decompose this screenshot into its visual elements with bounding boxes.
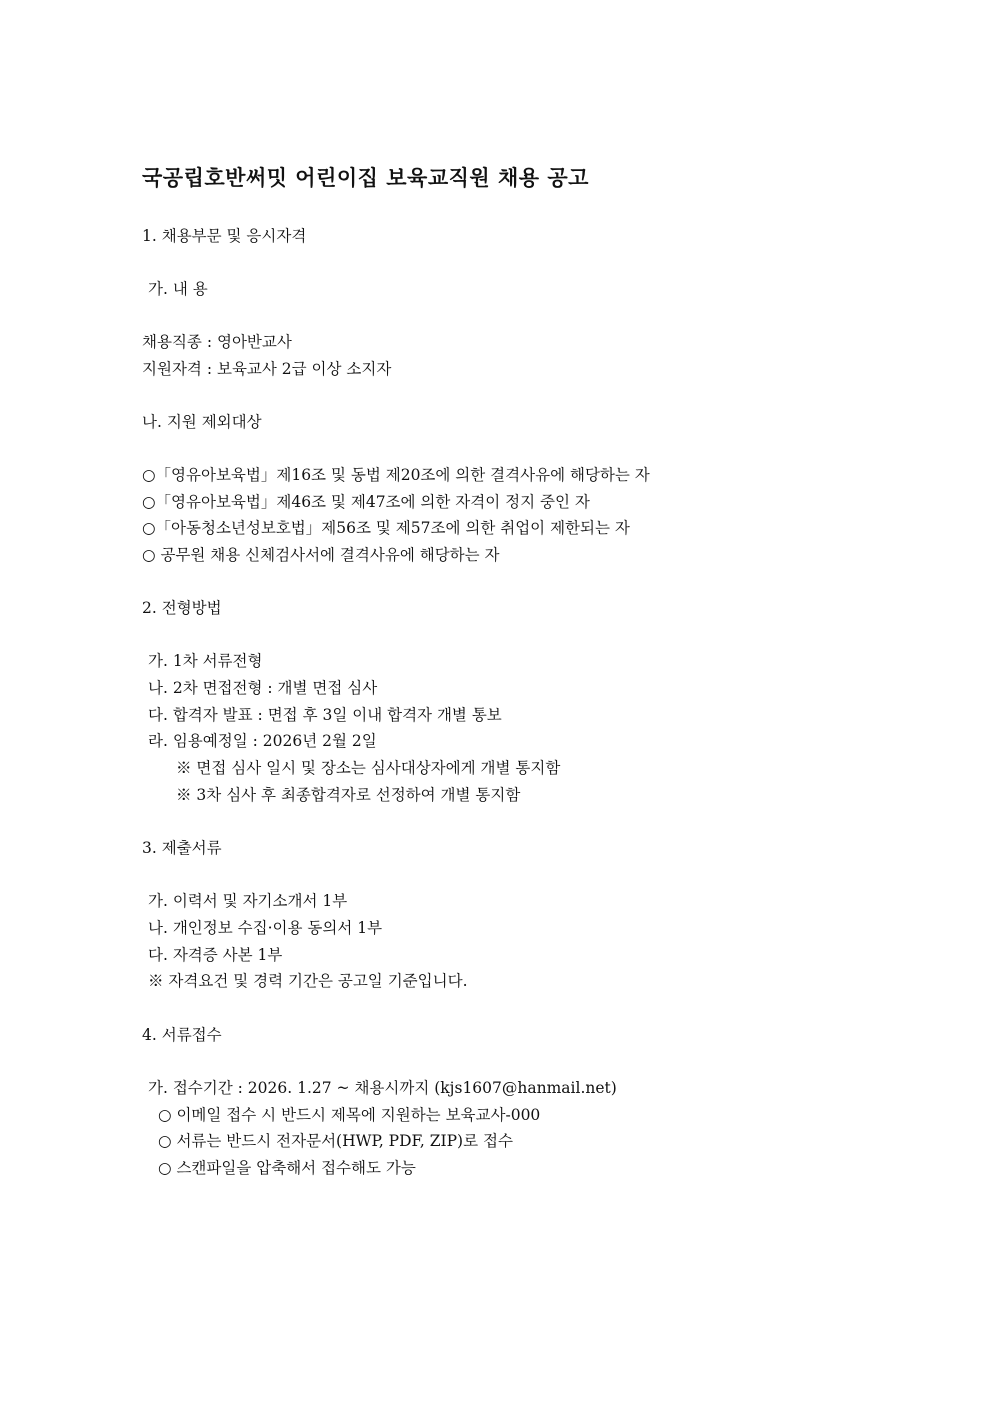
section-2-heading: 2. 전형방법 <box>142 599 222 617</box>
job-type-line: 채용직종 : 영아반교사 <box>142 333 292 351</box>
section-1-sub-b: 나. 지원 제외대상 <box>142 413 262 431</box>
required-document: 나. 개인정보 수집·이용 동의서 1부 <box>148 919 383 937</box>
documents-note: ※ 자격요건 및 경력 기간은 공고일 기준입니다. <box>148 972 468 990</box>
required-document: 가. 이력서 및 자기소개서 1부 <box>148 892 348 910</box>
selection-step: 가. 1차 서류전형 <box>148 652 263 670</box>
exclusion-item: ○「아동청소년성보호법」제56조 및 제57조에 의한 취업이 제한되는 자 <box>142 519 630 537</box>
selection-note: ※ 3차 심사 후 최종합격자로 선정하여 개별 통지함 <box>176 786 521 804</box>
section-4-heading: 4. 서류접수 <box>142 1026 222 1044</box>
application-item: ○ 스캔파일을 압축해서 접수해도 가능 <box>158 1159 416 1177</box>
selection-step: 다. 합격자 발표 : 면접 후 3일 이내 합격자 개별 통보 <box>148 706 502 724</box>
application-item: ○ 이메일 접수 시 반드시 제목에 지원하는 보육교사-000 <box>158 1106 541 1124</box>
qualification-line: 지원자격 : 보육교사 2급 이상 소지자 <box>142 360 392 378</box>
page-title: 국공립호반써밋 어린이집 보육교직원 채용 공고 <box>142 165 589 190</box>
exclusion-item: ○「영유아보육법」제16조 및 동법 제20조에 의한 결격사유에 해당하는 자 <box>142 466 650 484</box>
selection-note: ※ 면접 심사 일시 및 장소는 심사대상자에게 개별 통지함 <box>176 759 561 777</box>
section-3-heading: 3. 제출서류 <box>142 839 222 857</box>
selection-step: 나. 2차 면접전형 : 개별 면접 심사 <box>148 679 378 697</box>
required-document: 다. 자격증 사본 1부 <box>148 946 283 964</box>
application-period: 가. 접수기간 : 2026. 1.27 ~ 채용시까지 (kjs1607@hanmail.net) <box>148 1079 617 1097</box>
section-1-heading: 1. 채용부문 및 응시자격 <box>142 227 307 245</box>
exclusion-item: ○「영유아보육법」제46조 및 제47조에 의한 자격이 정지 중인 자 <box>142 493 590 511</box>
application-item: ○ 서류는 반드시 전자문서(HWP, PDF, ZIP)로 접수 <box>158 1132 513 1150</box>
section-1-sub-a: 가. 내 용 <box>148 280 208 298</box>
exclusion-item: ○ 공무원 채용 신체검사서에 결격사유에 해당하는 자 <box>142 546 500 564</box>
selection-step: 라. 임용예정일 : 2026년 2월 2일 <box>148 732 377 750</box>
